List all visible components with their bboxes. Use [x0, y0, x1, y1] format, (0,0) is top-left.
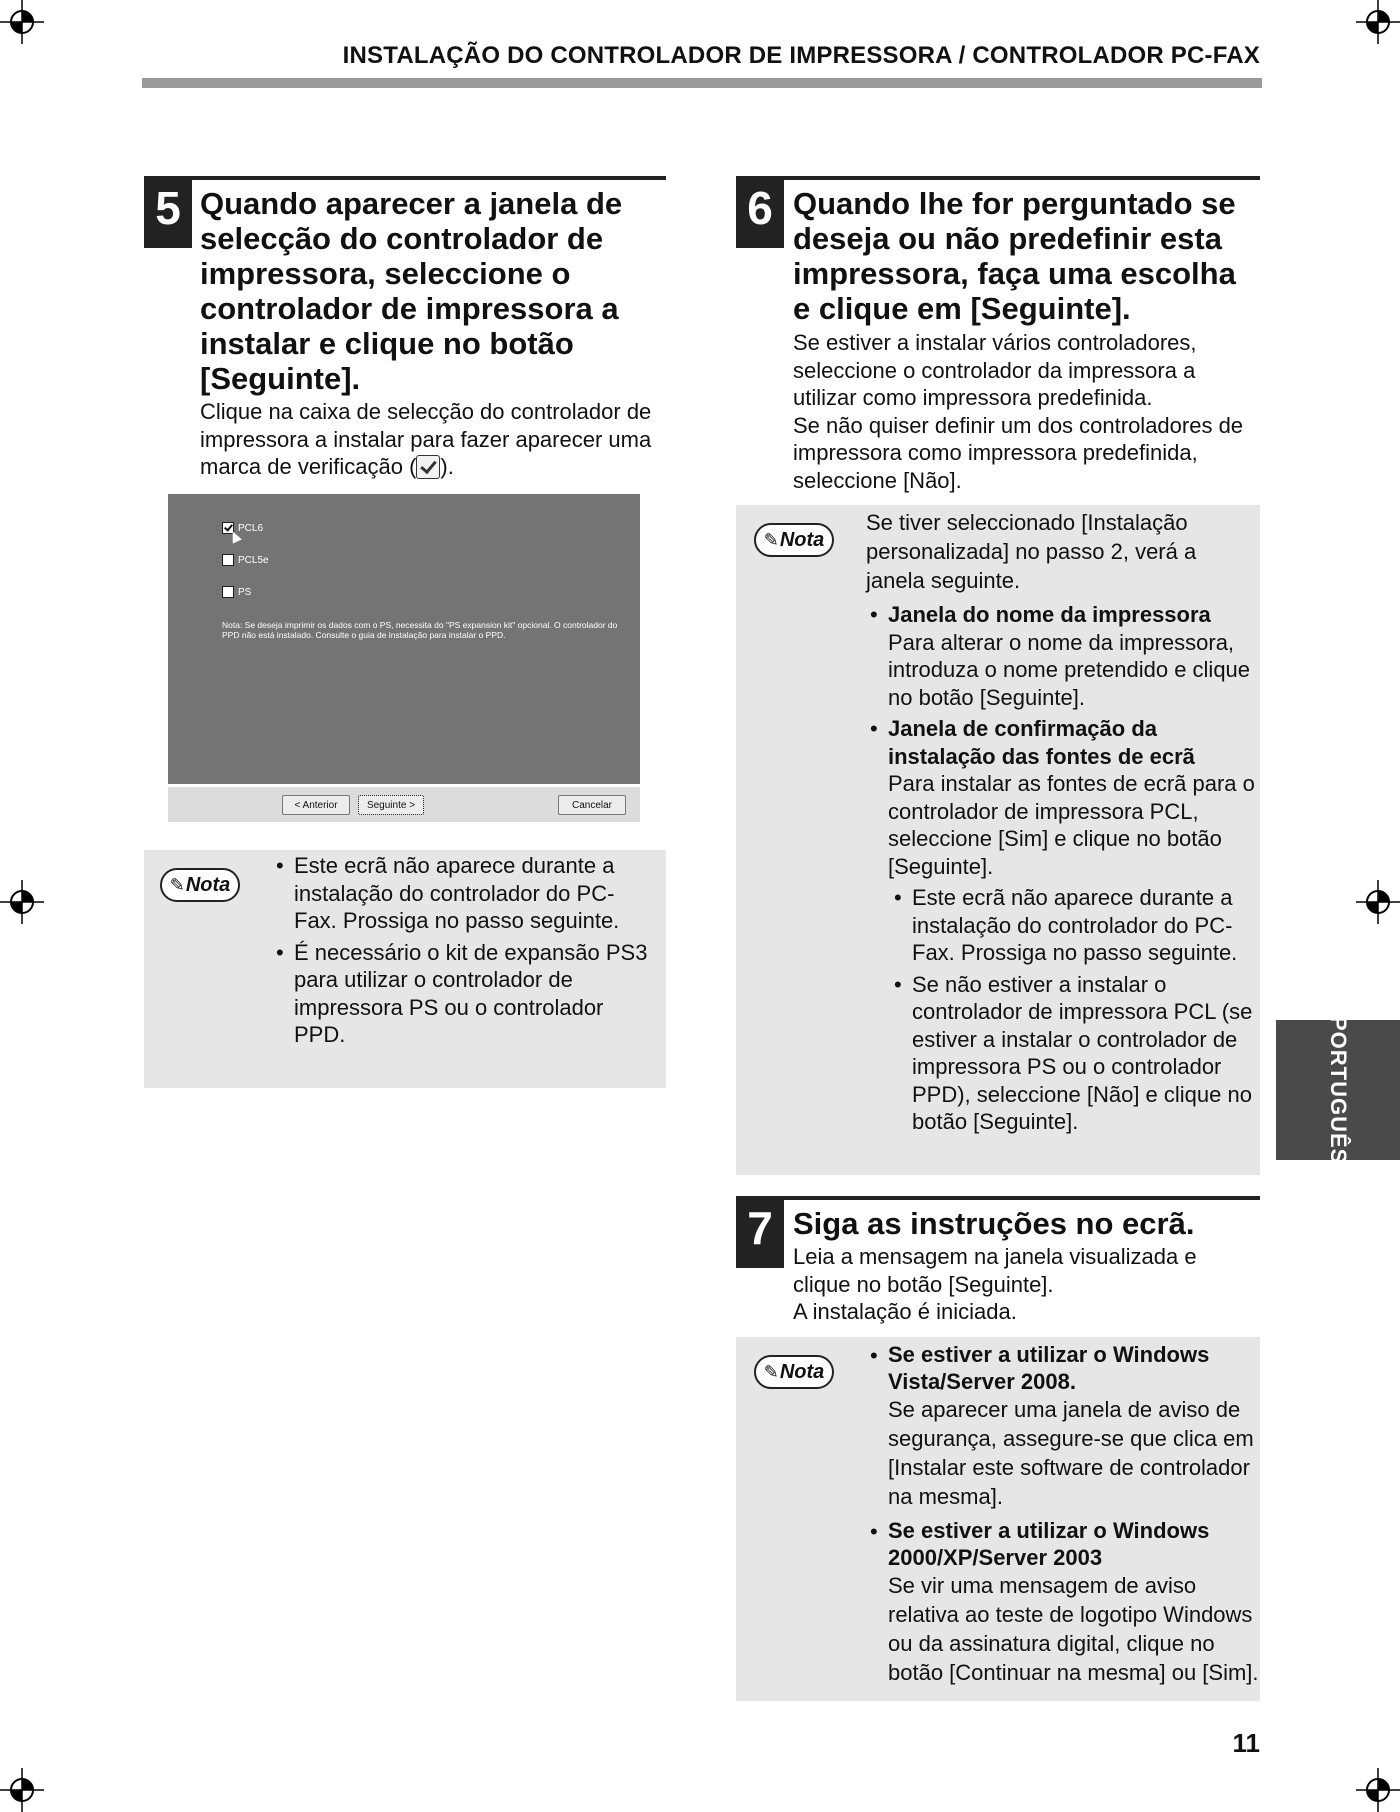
step-7-number: 7	[736, 1198, 784, 1268]
nota-badge	[754, 1355, 834, 1389]
nota-badge	[160, 868, 240, 902]
option-pcl6-label: PCL6	[238, 522, 264, 534]
note-item-text: Se vir uma mensagem de aviso relativa ao teste de logotipo Windows ou da assinatura digital, clique no botão [Continuar na mesma] ou [Sim].	[888, 1573, 1259, 1685]
dialog-button-bar	[168, 784, 640, 822]
step-7-body	[793, 1243, 1253, 1326]
driver-selection-dialog	[168, 494, 640, 822]
next-button[interactable]: Seguinte >	[358, 795, 424, 815]
registration-mark-icon	[0, 880, 44, 924]
note-item: • Este ecrã não aparece durante a instalação do controlador do PC-Fax. Prossiga no passo seguinte.	[276, 852, 656, 935]
step-6-note-list	[870, 601, 1256, 880]
step-5-note-list	[276, 852, 656, 1049]
checkbox-pcl5e[interactable]	[222, 554, 234, 566]
step-5-body	[200, 398, 670, 481]
step-6-number: 6	[736, 178, 784, 248]
step-5-title: Quando aparecer a janela de selecção do controlador de impressora, seleccione o controlador de impressora a instalar e clique no botão [Seguinte].	[200, 186, 623, 396]
step-5-rule	[144, 176, 666, 180]
step-7-body-paragraph: Leia a mensagem na janela visualizada e clique no botão [Seguinte].	[793, 1244, 1197, 1297]
note-item-title: • Janela do nome da impressora	[888, 602, 1211, 627]
registration-mark-icon	[1356, 0, 1400, 44]
pencil-icon: ✎	[169, 874, 185, 895]
note-item-text: Se aparecer uma janela de aviso de segurança, assegure-se que clica em [Instalar este software de controlador na mesma].	[888, 1397, 1254, 1509]
checkmark-icon	[416, 455, 440, 479]
step-7-title: Siga as instruções no ecrã.	[793, 1206, 1195, 1241]
step-7-note-list	[870, 1341, 1260, 1687]
nota-label: Nota	[185, 873, 231, 896]
option-ps-label: PS	[238, 586, 252, 598]
step-7-body-paragraph: A instalação é iniciada.	[793, 1299, 1017, 1324]
note-item	[870, 601, 1256, 711]
option-pcl5e[interactable]	[222, 554, 269, 566]
note-item-title: • Janela de confirmação da instalação das fontes de ecrã	[888, 716, 1195, 769]
nota-label: Nota	[779, 528, 825, 551]
note-item	[870, 715, 1256, 880]
note-item-title: • Se estiver a utilizar o Windows Vista/Server 2008.	[888, 1342, 1210, 1394]
registration-mark-icon	[0, 1768, 44, 1812]
cancel-button[interactable]: Cancelar	[558, 795, 626, 815]
option-ps[interactable]	[222, 586, 251, 598]
step-6-note-sublist	[894, 884, 1256, 1136]
option-pcl5e-label: PCL5e	[238, 554, 269, 566]
registration-mark-icon	[1356, 1768, 1400, 1812]
step-6-note-content	[866, 508, 1256, 1136]
note-item-text: Para alterar o nome da impressora, introduza o nome pretendido e clique no botão [Seguinte].	[888, 629, 1251, 710]
step-6-body-paragraph: Se estiver a instalar vários controladores, seleccione o controlador da impressora a utilizar como impressora predefinida.	[793, 330, 1197, 410]
step-5-body-end: ).	[440, 454, 454, 479]
note-item-text: Para instalar as fontes de ecrã para o controlador de impressora PCL, seleccione [Sim] e clique no botão [Seguinte].	[888, 771, 1255, 879]
step-6-body	[793, 329, 1263, 494]
nota-badge	[754, 523, 834, 557]
header-divider	[142, 78, 1262, 88]
step-5-note-box	[144, 850, 666, 1088]
step-7-note-box	[736, 1337, 1260, 1701]
note-item: • É necessário o kit de expansão PS3 para utilizar o controlador de impressora PS ou o controlador PPD.	[276, 939, 656, 1049]
registration-mark-icon	[0, 0, 44, 44]
step-5-body-text: Clique na caixa de selecção do controlador de impressora a instalar para fazer aparecer uma marca de verificação (	[200, 399, 652, 479]
checkbox-ps[interactable]	[222, 586, 234, 598]
back-button[interactable]: < Anterior	[282, 795, 350, 815]
page-header-title: INSTALAÇÃO DO CONTROLADOR DE IMPRESSORA / CONTROLADOR PC-FAX	[342, 42, 1260, 69]
note-item-title: • Se estiver a utilizar o Windows 2000/XP/Server 2003	[888, 1518, 1210, 1570]
step-5-number: 5	[144, 178, 192, 248]
pencil-icon: ✎	[763, 529, 779, 550]
step-6-note-box	[736, 505, 1260, 1175]
note-item	[870, 1341, 1260, 1511]
note-item	[870, 1517, 1260, 1687]
step-6-note-intro: Se tiver seleccionado [Instalação personalizada] no passo 2, verá a janela seguinte.	[866, 510, 1197, 593]
language-tab	[1276, 1015, 1400, 1165]
note-subitem: • Este ecrã não aparece durante a instalação do controlador do PC-Fax. Prossiga no passo seguinte.	[894, 884, 1256, 967]
step-7-rule	[736, 1196, 1260, 1200]
nota-label: Nota	[779, 1360, 825, 1383]
language-tab-label: PORTUGUÊS	[1326, 1015, 1351, 1165]
step-6-rule	[736, 176, 1260, 180]
dialog-note: Nota: Se deseja imprimir os dados com o PS, necessita do "PS expansion kit" opcional. O controlador do PPD não está instalado. Consulte o guia de instalação para instalar o PPD.	[222, 620, 618, 640]
pencil-icon: ✎	[763, 1361, 779, 1382]
page-number: 11	[1232, 1728, 1260, 1758]
step-6-title: Quando lhe for perguntado se deseja ou não predefinir esta impressora, faça uma escolha e clique em [Seguinte].	[793, 186, 1236, 326]
note-subitem: • Se não estiver a instalar o controlador de impressora PCL (se estiver a instalar o controlador de impressora PS ou o controlador PPD), seleccione [Não] e clique no botão [Seguinte].	[894, 971, 1256, 1136]
step-6-body-paragraph: Se não quiser definir um dos controladores de impressora como impressora predefinida, seleccione [Não].	[793, 412, 1244, 493]
registration-mark-icon	[1356, 880, 1400, 924]
